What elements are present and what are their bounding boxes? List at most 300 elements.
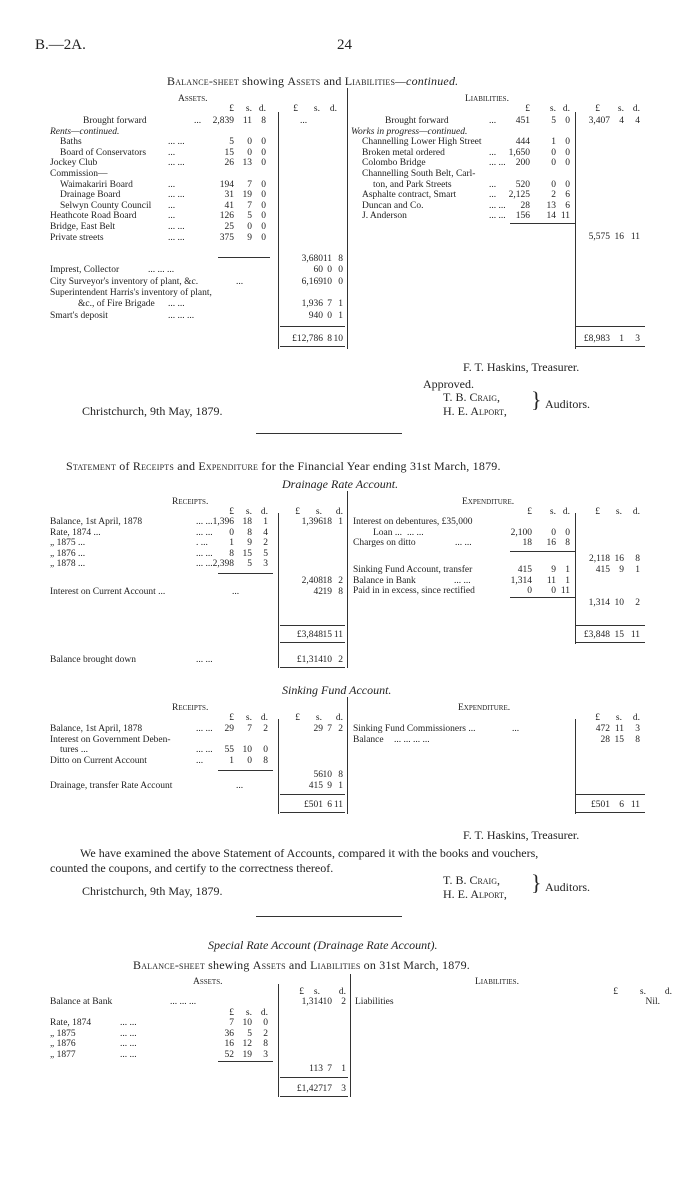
- approved-label: Approved.: [423, 377, 474, 391]
- shilling-header: s.: [245, 104, 252, 114]
- liab-row-pounds: 520: [515, 179, 530, 190]
- drain-rec-total-rule-bottom: [280, 642, 345, 643]
- liab-row-shillings: 0: [551, 147, 556, 158]
- special-bank-pounds: 1,314: [301, 997, 323, 1007]
- special-bank-pence: 2: [341, 997, 346, 1007]
- row-label: Imprest, Collector: [50, 265, 120, 275]
- special-total-shillings: 17: [322, 1084, 332, 1094]
- assets2-row-pounds: 60: [313, 265, 323, 275]
- liab-row-pounds: 444: [515, 137, 530, 148]
- drain-rec-interest-shillings: 19: [322, 587, 332, 597]
- drain-rec-row-pence: 5: [263, 548, 268, 559]
- leader-dots: ... ...: [196, 527, 213, 538]
- special-rate-row-pounds: 52: [224, 1049, 234, 1060]
- drain-rec-subtotal-pounds: 2,408: [301, 576, 323, 586]
- leader-dots: ... ...: [196, 724, 213, 734]
- pence-header: d.: [258, 104, 266, 114]
- special-rate-row-shillings: 19: [242, 1049, 252, 1060]
- row-label: Bridge, East Belt: [50, 222, 116, 232]
- assets-row-pounds: 126: [219, 211, 234, 222]
- drain-exp-subrule: [510, 551, 575, 552]
- drain-exp-row-pence: 0: [565, 527, 570, 538]
- sinking-receipts-heading: Receipts.: [172, 703, 209, 713]
- sink-rec-row-pence: 0: [263, 745, 268, 756]
- row-label: Waimakariri Board: [60, 179, 133, 190]
- pound-header: £: [229, 1008, 234, 1018]
- assets-row-pence: 0: [261, 147, 266, 158]
- pound-header: £: [229, 104, 234, 114]
- sink-rec-column-rule: [278, 719, 279, 814]
- row-label: Balance: [353, 734, 384, 745]
- pence-header: d.: [260, 1008, 268, 1018]
- assets-row-pounds: 31: [224, 190, 234, 201]
- liab-row-shillings: 5: [551, 116, 556, 126]
- special-total-pence: 3: [341, 1084, 346, 1094]
- leader-dots: ...: [232, 587, 240, 597]
- auditor-alport-2: H. E. Alport,: [443, 887, 507, 901]
- row-label: Balance at Bank: [50, 997, 113, 1007]
- liab-row-pence: 0: [565, 179, 570, 190]
- row-label: „ 1876 ...: [50, 548, 86, 559]
- assets-row-pounds: 2,839: [212, 116, 234, 126]
- assets-row-shillings: 13: [242, 158, 252, 169]
- row-label: „ 1875: [50, 1028, 76, 1039]
- pound-header: £: [595, 507, 600, 517]
- assets-row-shillings: 11: [242, 116, 252, 126]
- sink-rec-total-shillings: 6: [327, 800, 332, 810]
- leader-dots: ... ...: [407, 527, 424, 538]
- special-bank-shillings: 10: [322, 997, 332, 1007]
- drain-exp2-col2-shillings: 9: [619, 565, 624, 575]
- liab-col2-pounds: 3,407: [588, 116, 610, 126]
- special-subrule: [218, 1061, 273, 1062]
- assets-row-pence: 0: [261, 179, 266, 190]
- pence-header: d.: [562, 507, 570, 517]
- liab-row-pence: 11: [560, 211, 570, 222]
- drain-rec-total-rule: [280, 625, 345, 626]
- drain-rec-row-shillings: 15: [242, 548, 252, 559]
- assets-row-pounds: 375: [219, 232, 234, 243]
- drain-rec-column-rule: [278, 513, 279, 668]
- leader-dots: ... ...: [196, 745, 213, 756]
- drainage-rate-title: Drainage Rate Account.: [282, 477, 399, 491]
- drain-rec-row-shillings: 18: [242, 517, 252, 527]
- row-label: Brought forward: [83, 116, 147, 126]
- leader-dots: ... ...: [489, 211, 506, 222]
- sink-rec-total-rule: [280, 794, 345, 795]
- row-label: &c., of Fire Brigade: [78, 299, 155, 309]
- row-label: Loan ...: [373, 527, 403, 538]
- drain-exp-subtotal-shillings: 16: [614, 554, 624, 564]
- leader-dots: ...: [196, 755, 204, 766]
- drain-exp-row-shillings: 0: [551, 527, 556, 538]
- center-column-rule: [347, 88, 348, 349]
- assets-row-shillings: 7: [247, 179, 252, 190]
- sink-exp-total-rule-bottom: [575, 812, 645, 813]
- liab-subtotal-pounds: 5,575: [588, 232, 610, 242]
- row-label: Private streets: [50, 232, 104, 243]
- leader-dots: ... ...: [454, 575, 471, 586]
- leader-dots: ...: [168, 147, 176, 158]
- drain-rec-row-pounds: 1: [229, 538, 234, 549]
- drain-rec-row-pence: 2: [263, 538, 268, 549]
- liabilities-heading: Liabilities.: [465, 94, 509, 104]
- leader-dots: ... ...: [168, 137, 185, 148]
- drain-rec-row-pounds: 8: [229, 548, 234, 559]
- balance-brought-down-pounds: £1,314: [296, 655, 323, 665]
- auditors-label: Auditors.: [545, 397, 590, 411]
- drain-exp-row-pence: 8: [565, 538, 570, 549]
- drain-exp2-row-shillings: 9: [551, 565, 556, 575]
- drain-exp2-row-pence: 11: [560, 586, 570, 597]
- assets2-row-pounds: 940: [308, 310, 323, 321]
- sink-rec-subtotal-shillings: 10: [322, 770, 332, 780]
- pence-header: d.: [335, 713, 343, 723]
- special-rate-row-pence: 8: [263, 1039, 268, 1050]
- drain-exp-row-pounds: 2,100: [510, 527, 532, 538]
- drain-rec-row-pence: 1: [263, 517, 268, 527]
- drain-exp-subtotal-2-pence: 2: [635, 598, 640, 608]
- leader-dots: ... ... ...: [148, 265, 175, 275]
- special-rate-row-pounds: 16: [224, 1039, 234, 1050]
- assets2-row-shillings: 10: [322, 276, 332, 287]
- row-label: Balance in Bank: [353, 575, 416, 586]
- liab-row-pence: 0: [565, 147, 570, 158]
- auditor-alport: H. E. Alport,: [443, 404, 507, 418]
- sink-exp-total-rule: [575, 794, 645, 795]
- shilling-header: s.: [617, 104, 624, 114]
- liab-row-pence: 0: [565, 158, 570, 169]
- special-rate-title: Special Rate Account (Drainage Rate Account).: [208, 938, 438, 952]
- drain-rec-row-pounds: 2,398: [212, 559, 234, 570]
- liab-total-rule-bottom: [575, 346, 645, 347]
- assets-row-pence: 0: [261, 211, 266, 222]
- special-liab-pound-header: £: [613, 987, 618, 997]
- treasurer-signature-2: F. T. Haskins, Treasurer.: [463, 828, 580, 842]
- assets-row-pence: 0: [261, 137, 266, 148]
- total-rule: [280, 326, 345, 327]
- leader-dots: ... ...: [168, 232, 185, 243]
- row-label: Board of Conservators: [60, 147, 147, 158]
- leader-dots: ...: [489, 190, 497, 201]
- drain-exp-subrule-2: [510, 597, 575, 598]
- leader-dots: ... ...: [196, 548, 213, 559]
- sink-exp-column-rule: [575, 719, 576, 814]
- drain-rec-row-pounds: 1,396: [212, 517, 234, 527]
- special-rates-subtotal-pence: 1: [341, 1064, 346, 1074]
- row-label: Drainage, transfer Rate Account: [50, 781, 173, 791]
- assets2-row-shillings: 7: [327, 299, 332, 309]
- drain-exp-subtotal-pence: 8: [635, 554, 640, 564]
- row-label: tures ...: [60, 745, 88, 756]
- leader-dots: ... ...: [168, 158, 185, 169]
- liab-subtotal-rule: [510, 223, 575, 224]
- leader-dots: ...: [236, 781, 244, 791]
- sink-rec-subrule: [218, 770, 273, 771]
- assets-row-shillings: 19: [242, 190, 252, 201]
- drain-exp2-col2-pounds: 415: [595, 565, 610, 575]
- liab-row-pence: 0: [565, 137, 570, 148]
- row-label: Commission—: [50, 169, 108, 179]
- drain-exp-total-rule: [575, 625, 645, 626]
- drain-rec-interest-pounds: 42: [313, 587, 323, 597]
- sink-exp-row-shillings: 15: [614, 734, 624, 745]
- drain-rec-row-pence: 4: [263, 527, 268, 538]
- leader-dots: ...: [489, 116, 497, 126]
- row-label: Selwyn County Council: [60, 200, 152, 211]
- assets2-row-pounds: 6,169: [301, 276, 323, 287]
- liab-row-pounds: 1,650: [508, 147, 530, 158]
- leader-dots: ...: [489, 147, 497, 158]
- drain-exp2-row-pounds: 1,314: [510, 575, 532, 586]
- row-label: Drainage Board: [60, 190, 121, 201]
- sink-rec-row-pence: 8: [263, 755, 268, 766]
- balance-down-rule: [280, 667, 345, 668]
- assets-row-pence: 0: [261, 232, 266, 243]
- liab-total-shillings: 1: [619, 334, 624, 344]
- row-label: Charges on ditto: [353, 538, 416, 549]
- special-rate-row-shillings: 10: [242, 1018, 252, 1028]
- liab-row-pence: 6: [565, 200, 570, 211]
- drain-exp-subtotal-2-pounds: 1,314: [588, 598, 610, 608]
- row-label: Rate, 1874: [50, 1018, 92, 1028]
- auditor-craig: T. B. Craig,: [443, 390, 501, 404]
- assets2-row-shillings: 0: [327, 265, 332, 275]
- leader-dots: ... ...: [196, 559, 213, 570]
- assets-row-pounds: 5: [229, 137, 234, 148]
- special-rate-row-pence: 3: [263, 1049, 268, 1060]
- liab-row-pence: 6: [565, 190, 570, 201]
- row-label: Channelling Lower High Street: [362, 137, 482, 148]
- assets-row-shillings: 0: [247, 222, 252, 232]
- drain-rec-subrule: [218, 573, 273, 574]
- drain-exp-subtotal-pounds: 2,118: [588, 554, 610, 564]
- sink-exp-row-pounds: 28: [600, 734, 610, 745]
- leader-dots: ...: [168, 211, 176, 222]
- row-label: Heathcote Road Board: [50, 211, 137, 222]
- pence-header: d.: [562, 104, 570, 114]
- liab-column-rule: [575, 112, 576, 349]
- drain-exp-total-pence: 11: [630, 630, 640, 640]
- audit-paragraph-line2: counted the coupons, and certify to the correctness thereof.: [50, 861, 334, 875]
- liab-total-pounds: £8,983: [583, 334, 610, 344]
- row-label: ton, and Park Streets: [373, 179, 452, 190]
- assets2-row-pence: 0: [338, 265, 343, 275]
- liab-row-shillings: 0: [551, 158, 556, 169]
- leader-dots: ... ...: [196, 655, 213, 665]
- sink-exp-row-pence: 8: [635, 734, 640, 745]
- assets-row-pence: 0: [261, 222, 266, 232]
- liab-row-shillings: 2: [551, 190, 556, 201]
- special-liab-shilling-header: s.: [639, 987, 646, 997]
- sink-rec-col2-pounds: 29: [313, 724, 323, 734]
- drain-rec-col2-shillings: 18: [322, 517, 332, 527]
- assets-subtotal-shillings: 11: [322, 254, 332, 264]
- pound-header: £: [299, 987, 304, 997]
- sink-exp-row-shillings: 11: [614, 724, 624, 734]
- pence-header: d.: [260, 713, 268, 723]
- drain-rec-row-shillings: 5: [247, 559, 252, 570]
- row-label: Brought forward: [385, 116, 449, 126]
- page-number: 24: [337, 37, 352, 53]
- drain-exp-row-shillings: 16: [546, 538, 556, 549]
- sink-rec-drainage-pence: 1: [338, 781, 343, 791]
- assets-row-shillings: 5: [247, 211, 252, 222]
- shilling-header: s.: [313, 987, 320, 997]
- assets2-row-pounds: 1,936: [301, 299, 323, 309]
- drain-rec-total-pounds: £3,848: [296, 630, 323, 640]
- row-label: Rate, 1874 ...: [50, 527, 101, 538]
- sinking-fund-title: Sinking Fund Account.: [282, 683, 392, 697]
- treasurer-signature: F. T. Haskins, Treasurer.: [463, 360, 580, 374]
- leader-dots: ... ...: [489, 158, 506, 169]
- brace-icon: }: [531, 870, 542, 895]
- drain-rec-subtotal-pence: 2: [338, 576, 343, 586]
- pound-header: £: [229, 713, 234, 723]
- special-rate-row-shillings: 12: [242, 1039, 252, 1050]
- shilling-header: s.: [549, 507, 556, 517]
- row-label: Smart's deposit: [50, 310, 108, 321]
- sink-rec-row-pounds: 55: [224, 745, 234, 756]
- shilling-header: s.: [315, 713, 322, 723]
- liab-col2-shillings: 4: [619, 116, 624, 126]
- sinking-expenditure-heading: Expenditure.: [458, 703, 511, 713]
- pence-header: d.: [335, 507, 343, 517]
- brace-icon: }: [531, 387, 542, 412]
- sink-rec-row-shillings: 7: [247, 724, 252, 734]
- pence-header: d.: [632, 507, 640, 517]
- assets-total-pence: 10: [333, 334, 343, 344]
- sink-center-rule: [347, 697, 348, 814]
- row-label: Paid in in excess, since rectified: [353, 586, 475, 597]
- pound-header: £: [525, 104, 530, 114]
- shilling-header: s.: [549, 104, 556, 114]
- drain-exp-subtotal-2-shillings: 10: [614, 598, 624, 608]
- auditor-craig-2: T. B. Craig,: [443, 873, 501, 887]
- subtotal-rule: [218, 257, 270, 258]
- liab-col2-pence: 4: [635, 116, 640, 126]
- row-label: Duncan and Co.: [362, 200, 424, 211]
- leader-dots: ...: [194, 116, 202, 126]
- drain-exp-row-pounds: 18: [522, 538, 532, 549]
- sink-rec-col2-shillings: 7: [327, 724, 332, 734]
- drain-rec-row-shillings: 8: [247, 527, 252, 538]
- leader-dots: ... ...: [120, 1018, 137, 1028]
- special-liabilities-heading: Liabilities.: [475, 977, 519, 987]
- leader-dots: ... ...: [168, 222, 185, 232]
- special-liab-pence-header: d.: [664, 987, 672, 997]
- sink-rec-row-pounds: 29: [224, 724, 234, 734]
- assets-heading: Assets.: [178, 94, 208, 104]
- pound-header: £: [295, 507, 300, 517]
- row-label: Balance, 1st April, 1878: [50, 517, 143, 527]
- liab-row-pounds: 2,125: [508, 190, 530, 201]
- assets-row-pence: 0: [261, 158, 266, 169]
- pound-header: £: [595, 713, 600, 723]
- special-rate-row-pounds: 7: [229, 1018, 234, 1028]
- leader-dots: ... ...: [489, 200, 506, 211]
- special-rate-row-pence: 0: [263, 1018, 268, 1028]
- row-label: Ditto on Current Account: [50, 755, 147, 766]
- special-rates-subtotal-shillings: 7: [327, 1064, 332, 1074]
- place-date: Christchurch, 9th May, 1879.: [82, 404, 223, 418]
- auditors-label-2: Auditors.: [545, 880, 590, 894]
- drain-rec-row-shillings: 9: [247, 538, 252, 549]
- balance-sheet-title: Balance-sheet showing Assets and Liabilities—continued.: [167, 74, 459, 88]
- sink-rec-drainage-pounds: 415: [308, 781, 323, 791]
- assets-row-shillings: 7: [247, 200, 252, 211]
- leader-dots: ... ...: [120, 1049, 137, 1060]
- leader-dots: ...: [489, 179, 497, 190]
- sink-exp-row-pence: 3: [635, 724, 640, 734]
- special-rates-subtotal-pounds: 113: [309, 1064, 323, 1074]
- row-label: City Surveyor's inventory of plant, &c.: [50, 276, 199, 287]
- leader-dots: ... ... ...: [168, 310, 195, 321]
- assets-row-pounds: 41: [224, 200, 234, 211]
- row-label: Balance, 1st April, 1878: [50, 724, 143, 734]
- pound-header: £: [527, 507, 532, 517]
- row-label: Asphalte contract, Smart: [362, 190, 457, 201]
- liab-row-pounds: 156: [515, 211, 530, 222]
- liab-subtotal-shillings: 16: [614, 232, 624, 242]
- divider: [256, 433, 402, 434]
- pound-header: £: [295, 713, 300, 723]
- leader-dots: ... ... ... ...: [394, 734, 430, 745]
- liab-total-pence: 3: [635, 334, 640, 344]
- shilling-header: s.: [245, 1008, 252, 1018]
- row-label: Interest on Current Account ...: [50, 587, 166, 597]
- row-label: Baths: [60, 137, 82, 148]
- leader-dots: ... ...: [168, 190, 185, 201]
- drain-center-rule: [347, 491, 348, 668]
- leader-dots: ... ...: [455, 538, 472, 549]
- pence-header: d.: [260, 507, 268, 517]
- special-rate-row-pounds: 36: [224, 1028, 234, 1039]
- shilling-header: s.: [245, 713, 252, 723]
- leader-dots: ...: [236, 276, 244, 287]
- audit-paragraph-line1: We have examined the above Statement of Accounts, compared it with the books and vouchers,: [80, 846, 539, 860]
- sink-rec-subtotal-pounds: 56: [313, 770, 323, 780]
- sink-rec-col2-pence: 2: [338, 724, 343, 734]
- row-label: „ 1875 ...: [50, 538, 86, 549]
- drain-rec-row-pounds: 0: [229, 527, 234, 538]
- sink-rec-row-shillings: 10: [242, 745, 252, 756]
- assets-column-rule: [278, 112, 279, 349]
- drain-exp-total-shillings: 15: [614, 630, 624, 640]
- drain-exp2-col2-pence: 1: [635, 565, 640, 575]
- assets2-row-pence: 1: [338, 310, 343, 321]
- leader-dots: ...: [168, 200, 176, 211]
- drain-rec-total-pence: 11: [333, 630, 343, 640]
- leader-dots: ... ...: [196, 517, 213, 527]
- assets-row-shillings: 0: [247, 137, 252, 148]
- special-total-rule-bottom: [280, 1096, 348, 1097]
- sink-rec-subtotal-pence: 8: [338, 770, 343, 780]
- assets-row-pence: 0: [261, 200, 266, 211]
- leader-dots: . ...: [196, 538, 208, 549]
- assets2-row-shillings: 0: [327, 310, 332, 321]
- row-label: Rents—continued.: [50, 126, 120, 137]
- statement-title: Statement of Receipts and Expenditure for the Financial Year ending 31st March, 1879.: [66, 459, 501, 473]
- drain-exp2-row-pounds: 0: [527, 586, 532, 597]
- sink-rec-total-rule-bottom: [280, 812, 345, 813]
- sink-exp-total-pounds: £501: [591, 800, 610, 810]
- special-assets-heading: Assets.: [193, 977, 223, 987]
- liab-row-pounds: 28: [520, 200, 530, 211]
- sink-rec-drainage-shillings: 9: [327, 781, 332, 791]
- shilling-header: s.: [313, 104, 320, 114]
- row-label: Jockey Club: [50, 158, 98, 169]
